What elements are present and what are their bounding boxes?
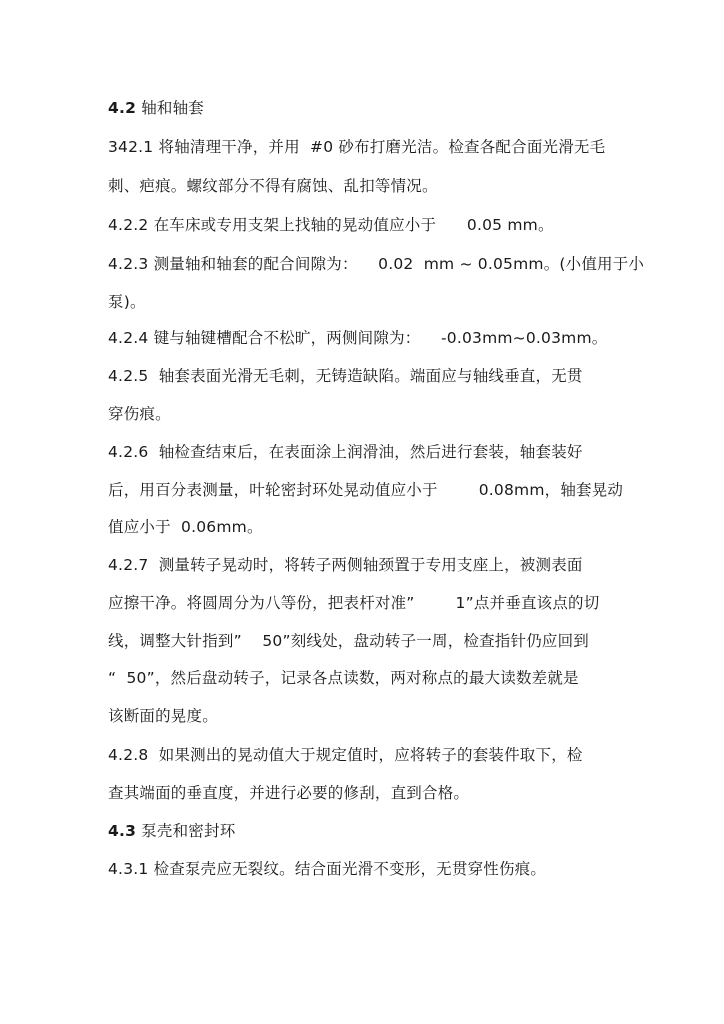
section-number: 4.2 [108,99,137,117]
paragraph-line: “ 50”，然后盘动转子，记录各点读数，两对称点的最大读数差就是 [108,669,579,687]
paragraph-line: 4.2.2 在车床或专用支架上找轴的晃动值应小于 0.05 mm。 [108,216,554,234]
paragraph-line: 4.3.1 检查泵壳应无裂纹。结合面光滑不变形，无贯穿性伤痕。 [108,860,547,878]
section-heading-4-3 [108,821,235,841]
paragraph-line: 342.1 将轴清理干净，并用 #0 砂布打磨光洁。检查各配合面光滑无毛 [108,138,606,156]
section-title: 泵壳和密封环 [136,822,236,840]
paragraph-line: 后，用百分表测量，叶轮密封环处晃动值应小于 0.08mm，轴套晃动 [108,481,624,499]
paragraph-line: 4.2.3 测量轴和轴套的配合间隙为： 0.02 mm ~ 0.05mm。(小值用于小 [108,255,645,273]
paragraph-line: 刺、疤痕。螺纹部分不得有腐蚀、乱扣等情况。 [108,177,438,195]
section-number: 4.3 [108,822,137,840]
paragraph-line: 4.2.6 轴检查结束后，在表面涂上润滑油，然后进行套装，轴套装好 [108,443,583,461]
paragraph-line: 4.2.7 测量转子晃动时，将转子两侧轴颈置于专用支座上，被测表面 [108,556,583,574]
paragraph-line: 该断面的晃度。 [108,707,218,725]
section-heading-4-2 [108,98,204,118]
paragraph-line: 4.2.4 键与轴键槽配合不松旷，两侧间隙为： -0.03mm~0.03mm。 [108,329,608,347]
paragraph-line: 查其端面的垂直度，并进行必要的修刮，直到合格。 [108,784,470,802]
paragraph-line: 穿伤痕。 [108,405,171,423]
paragraph-line: 4.2.5 轴套表面光滑无毛刺，无铸造缺陷。端面应与轴线垂直，无贯 [108,367,583,385]
paragraph-line: 泵)。 [108,293,146,311]
section-title: 轴和轴套 [136,99,204,117]
paragraph-line: 线，调整大针指到” 50”刻线处，盘动转子一周，检查指针仍应回到 [108,632,589,650]
paragraph-line: 应擦干净。将圆周分为八等份，把表杆对准” 1”点并垂直该点的切 [108,594,600,612]
paragraph-line: 值应小于 0.06mm。 [108,518,263,536]
paragraph-line: 4.2.8 如果测出的晃动值大于规定值时，应将转子的套装件取下，检 [108,746,583,764]
